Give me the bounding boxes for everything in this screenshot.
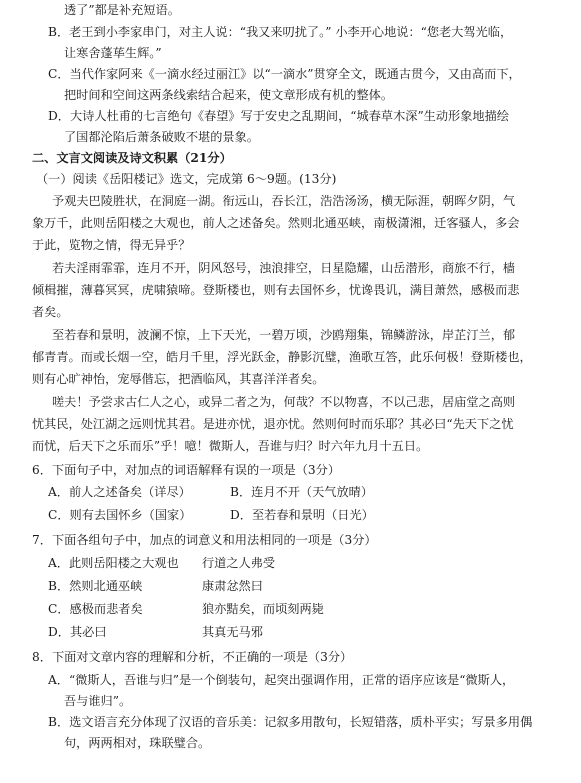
passage-p4-line3: 而忧，后天下之乐而乐”乎！噫！微斯人，吾谁与归？时六年九月十五日。: [32, 439, 429, 453]
q5-option-b-line1: B．老王到小李家串门，对主人说：“我又来叨扰了。” 小李开心地说：“您老大驾光临，: [48, 25, 513, 39]
passage-p1-line2: 象万千，此则岳阳楼之大观也，前人之述备矣。然则北通巫峡，南极潇湘，迁客骚人，多会: [32, 216, 520, 230]
q5-option-a-tail: 透了”都是补充短语。: [64, 3, 180, 17]
q6-option-a: A．前人之述备矣（详尽）: [48, 485, 191, 499]
q7-option-c-left: C．感极而悲者矣: [48, 602, 143, 616]
q7-option-d-right: 其真无马邪: [202, 625, 263, 639]
passage-p2-line3: 者矣。: [32, 305, 69, 319]
section-heading: 二、文言文阅读及诗文积累（21分）: [32, 151, 232, 165]
q7-option-a-left: A．此则岳阳楼之大观也: [48, 556, 179, 570]
passage-p1-line1: 予观夫巴陵胜状，在洞庭一湖。衔远山，吞长江，浩浩汤汤，横无际涯，朝晖夕阴，气: [52, 194, 516, 208]
q8-option-a-line2: 吾与谁归”。: [64, 694, 132, 708]
q7-option-d-left: D．其必曰: [48, 625, 107, 639]
q7-option-b-right: 康肃忿然曰: [202, 579, 263, 593]
q7-option-c-right: 狼亦黠矣，而顷刻两毙: [202, 602, 324, 616]
q5-option-c-line2: 把时间和空间这两条线索结合起来，使文章形成有机的整体。: [64, 88, 394, 102]
q6-stem: 6．下面句子中，对加点的词语解释有误的一项是（3分）: [32, 463, 341, 477]
q5-option-d-line2: 了国都沦陷后萧条破败不堪的景象。: [64, 130, 259, 144]
passage-p1-line3: 于此，览物之情，得无异乎？: [32, 238, 191, 252]
q7-option-a-right: 行道之人弗受: [202, 556, 276, 570]
passage-p2-line2: 倾楫摧，薄暮冥冥，虎啸猿啼。登斯楼也，则有去国怀乡，忧谗畏讥，满目萧然，感极而悲: [32, 283, 520, 297]
passage-p4-line1: 嗟夫！予尝求古仁人之心，或异二者之为，何哉？不以物喜，不以己悲，居庙堂之高则: [52, 395, 516, 409]
q7-option-b-left: B．然则北通巫峡: [48, 579, 143, 593]
q5-option-c-line1: C．当代作家阿来《一滴水经过丽江》以“一滴水”贯穿全文，既通古贯今，又由高而下，: [48, 67, 521, 81]
q8-stem: 8．下面对文章内容的理解和分析，不正确的一项是（3分）: [32, 650, 353, 664]
passage-p3-line2: 郁青青。而或长烟一空，皓月千里，浮光跃金，静影沉璧，渔歌互答，此乐何极！登斯楼也，: [32, 350, 532, 364]
q8-option-b-line2: 句，两两相对，珠联璧合。: [64, 736, 211, 750]
q5-option-d-line1: D．大诗人杜甫的七言绝句《春望》写于安史之乱期间，“城春草木深”生动形象地描绘: [48, 109, 509, 123]
q8-option-b-line1: B．选文语言充分体现了汉语的音乐美：记叙多用散句，长短错落，质朴平实；写景多用偶: [48, 715, 533, 729]
section-subheading: （一）阅读《岳阳楼记》选文，完成第 6～9题。(13分): [36, 172, 337, 186]
q6-option-c: C．则有去国怀乡（国家）: [48, 508, 192, 522]
q7-stem: 7．下面各组句子中，加点的词意义和用法相同的一项是（3分）: [32, 533, 377, 547]
q6-option-b: B．连月不开（天气放晴）: [230, 485, 374, 499]
passage-p2-line1: 若夫淫雨霏霏，连月不开，阴风怒号，浊浪排空，日星隐耀，山岳潜形，商旅不行，樯: [52, 261, 516, 275]
passage-p3-line3: 则有心旷神怡，宠辱偕忘，把酒临风，其喜洋洋者矣。: [32, 372, 325, 386]
passage-p3-line1: 至若春和景明，波澜不惊，上下天光，一碧万顷，沙鸥翔集，锦鳞游泳，岸芷汀兰，郁: [52, 328, 516, 342]
passage-p4-line2: 忧其民，处江湖之远则忧其君。是进亦忧，退亦忧。然则何时而乐耶？其必曰“先天下之忧: [32, 417, 514, 431]
q8-option-a-line1: A．“微斯人，吾谁与归”是一个倒装句，起突出强调作用，正常的语序应该是“微斯人，: [48, 673, 515, 687]
q5-option-b-line2: 让寒舍蓬荜生辉。”: [64, 46, 162, 60]
q6-option-d: D．至若春和景明（日光）: [230, 508, 374, 522]
